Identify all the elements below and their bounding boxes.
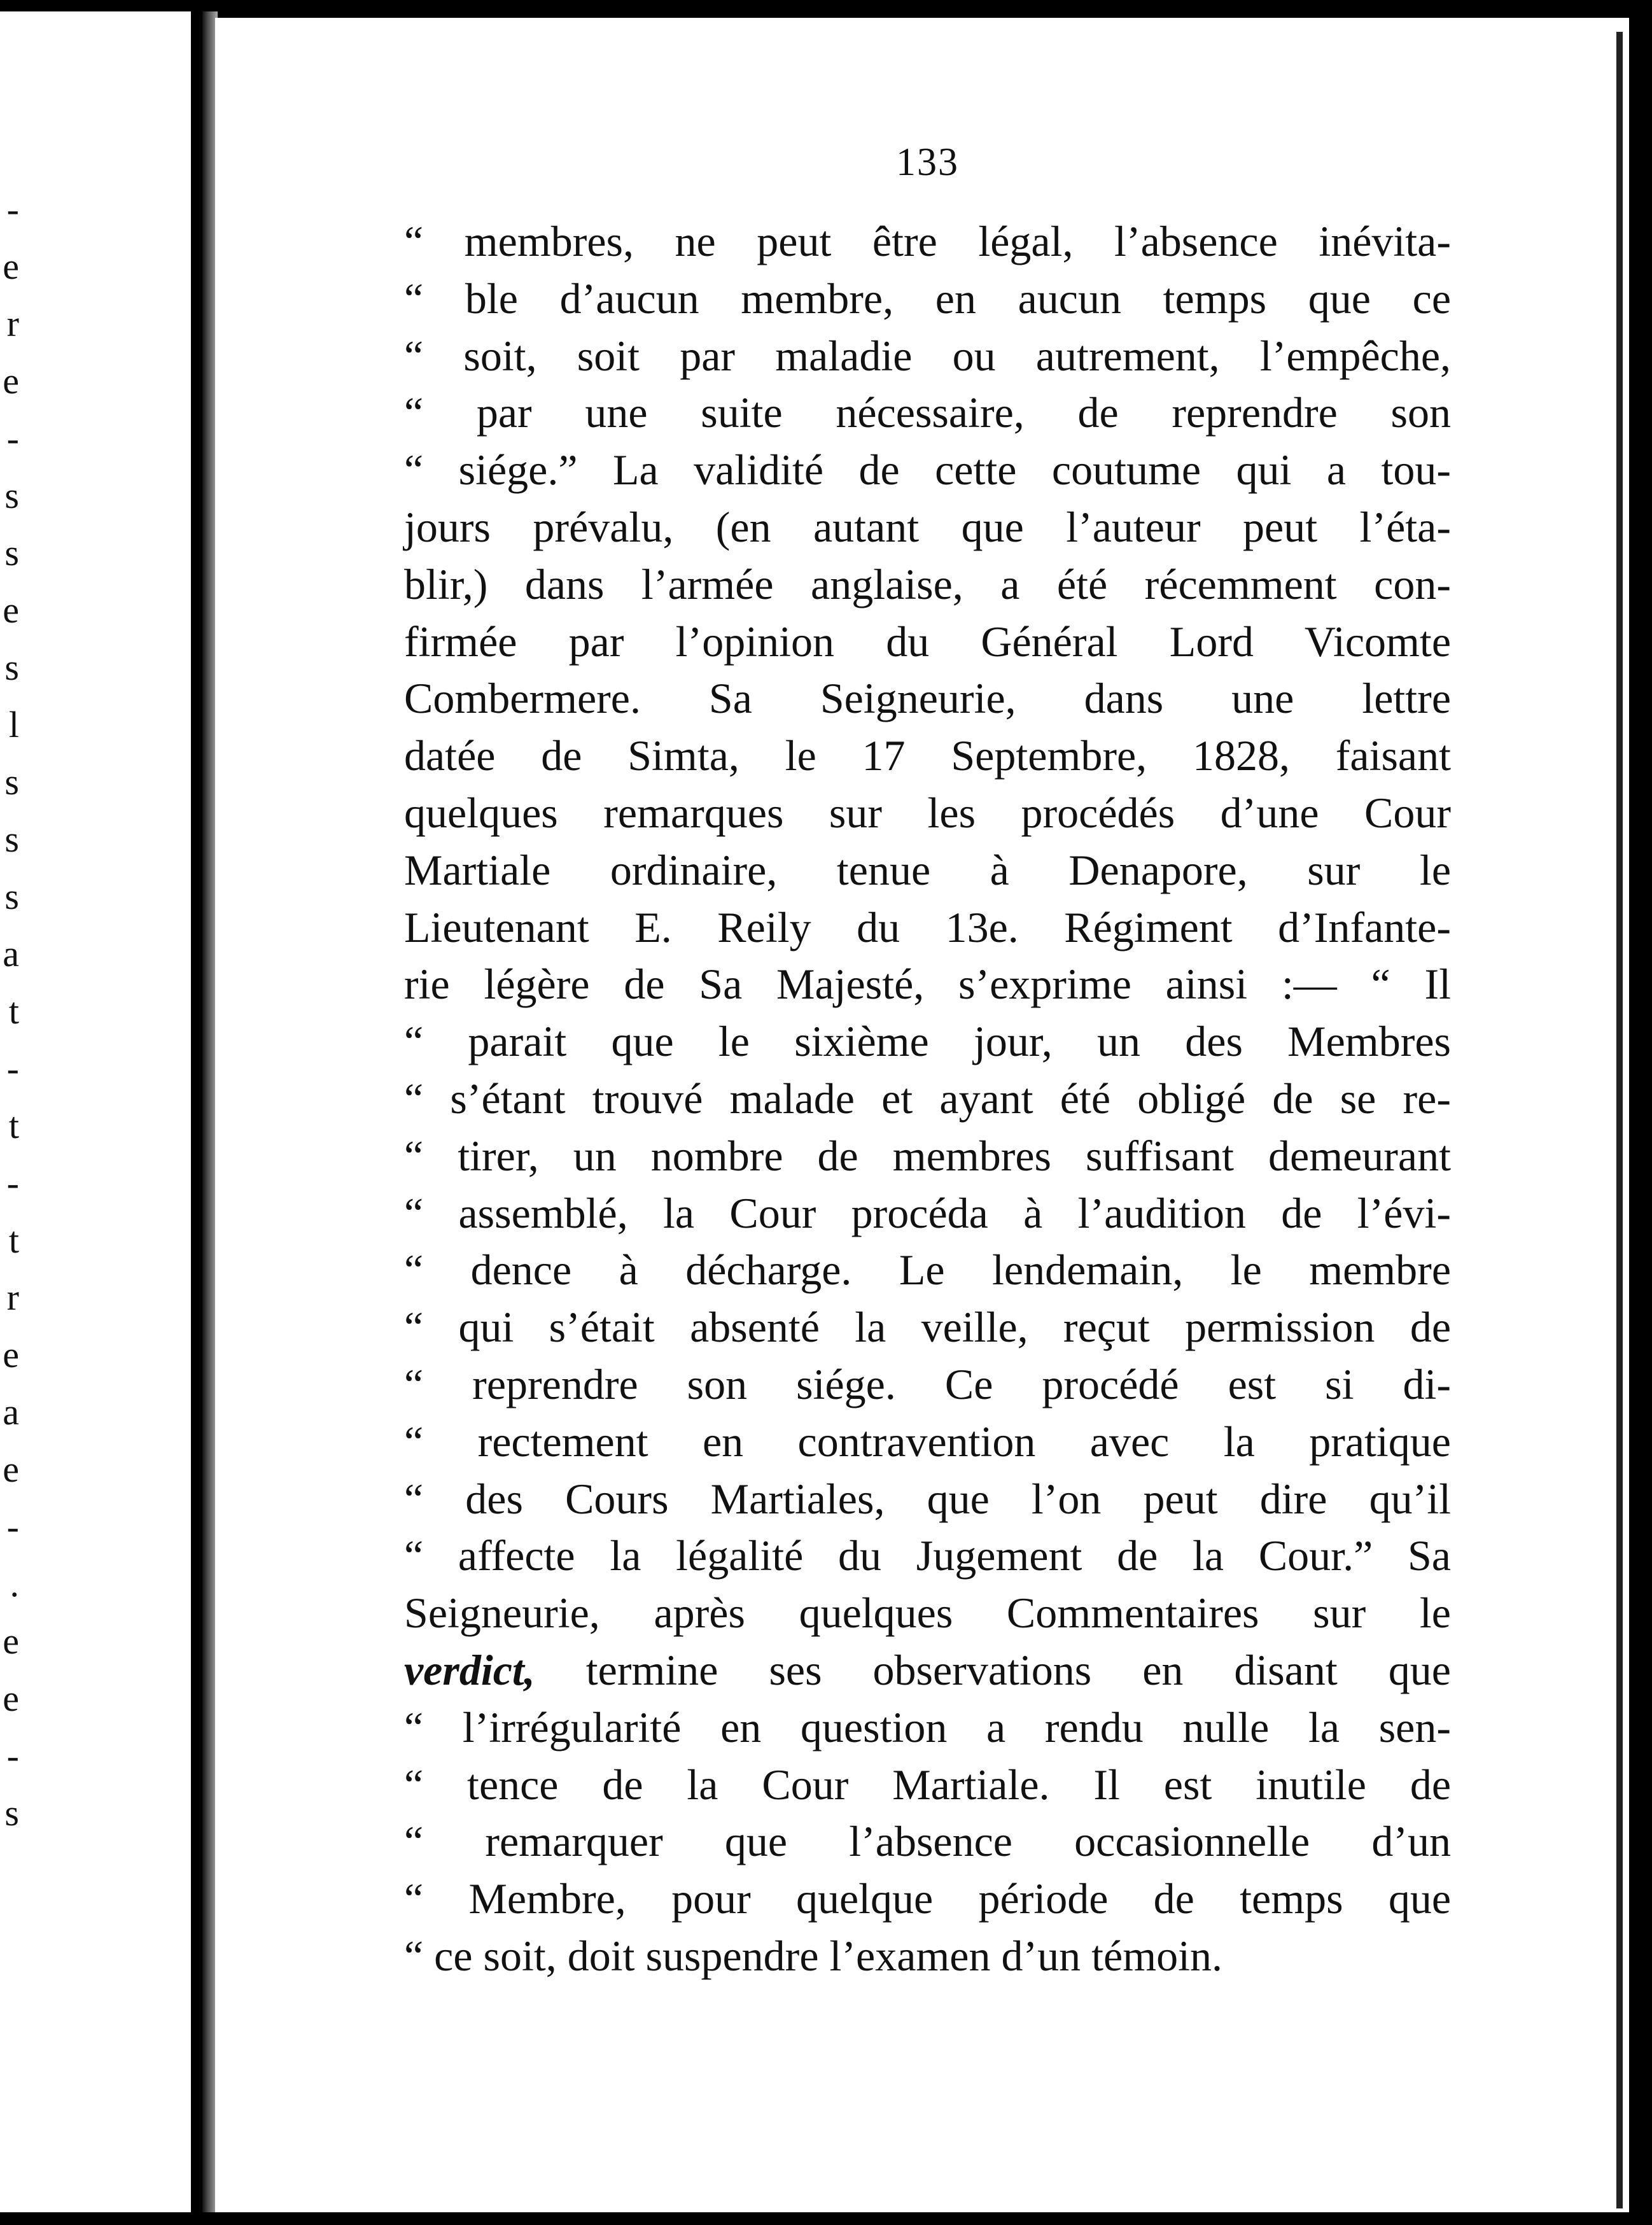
text-line: “ remarquer que l’absence occasionnelle d’un (404, 1817, 1451, 1866)
text-line: “ tirer, un nombre de membres suffisant demeurant (404, 1131, 1451, 1180)
text-line: blir,) dans l’armée anglaise, a été récemment con- (404, 559, 1451, 608)
left-page-fragment: e (3, 1334, 19, 1375)
text-line: datée de Simta, le 17 Septembre, 1828, faisant (404, 731, 1451, 780)
left-page-fragment: e (3, 360, 19, 402)
text-line: “ parait que le sixième jour, un des Membres (404, 1017, 1451, 1066)
left-page-fragment: s (4, 647, 19, 688)
left-page-fragment: - (6, 1506, 19, 1547)
text-line: “ ble d’aucun membre, en aucun temps que ce (404, 274, 1451, 323)
left-page-fragment: e (3, 1449, 19, 1490)
left-page-fragment: e (3, 1678, 19, 1719)
text-line: “ l’irrégularité en question a rendu nulle la sen- (404, 1702, 1451, 1751)
text-line: jours prévalu, (en autant que l’auteur peut l’éta- (404, 503, 1451, 551)
left-page-fragment: r (6, 1277, 19, 1318)
text-line: “ Membre, pour quelque période de temps que (404, 1874, 1451, 1923)
text-line: Seigneurie, après quelques Commentaires sur le (404, 1589, 1451, 1638)
text-line: “ tence de la Cour Martiale. Il est inutile de (404, 1760, 1451, 1809)
text-line: “ qui s’était absenté la veille, reçut permission de (404, 1303, 1451, 1352)
left-page-fragment: - (6, 1162, 19, 1204)
left-page-fragment: s (4, 761, 19, 803)
left-page-fragment: s (4, 1792, 19, 1834)
text-line: “ reprendre son siége. Ce procédé est si di- (404, 1360, 1451, 1408)
left-page-fragment: . (10, 1563, 19, 1604)
text-line: Combermere. Sa Seigneurie, dans une lettre (404, 674, 1451, 723)
left-page-fragment: t (8, 1105, 19, 1146)
text-line: firmée par l’opinion du Général Lord Vicomte (404, 617, 1451, 666)
left-page-fragment: - (6, 188, 19, 230)
text-line: “ rectement en contravention avec la pratique (404, 1417, 1451, 1466)
left-page-edge (0, 11, 191, 2212)
text-line: verdict, termine ses observations en disant que (404, 1646, 1451, 1694)
left-page-fragment: e (3, 1620, 19, 1662)
left-page-fragment: e (3, 589, 19, 631)
left-page-fragment: a (3, 933, 19, 974)
left-page-fragment: a (3, 1391, 19, 1433)
left-page-fragment: t (8, 990, 19, 1032)
text-line: “ siége.” La validité de cette coutume qui a tou- (404, 446, 1451, 495)
text-line: “ assemblé, la Cour procéda à l’audition de l’évi- (404, 1188, 1451, 1237)
text-line: “ membres, ne peut être légal, l’absence inévita- (404, 217, 1451, 265)
text-line: “ s’étant trouvé malade et ayant été obligé de se re- (404, 1074, 1451, 1123)
left-page-fragment: - (6, 418, 19, 459)
text-line: rie légère de Sa Majesté, s’exprime ainsi :— “ Il (404, 960, 1451, 1009)
page-edge (1616, 32, 1623, 2208)
left-page-fragment: e (3, 246, 19, 287)
text-line: “ soit, soit par maladie ou autrement, l’empêche, (404, 331, 1451, 380)
text-line: quelques remarques sur les procédés d’une Cour (404, 789, 1451, 837)
text-line: “ des Cours Martiales, que l’on peut dire qu’il (404, 1474, 1451, 1523)
text-line: “ par une suite nécessaire, de reprendre son (404, 388, 1451, 437)
text-line: “ ce soit, doit suspendre l’examen d’un témoin. (404, 1932, 1222, 1980)
text-line: Martiale ordinaire, tenue à Denapore, sur le (404, 845, 1451, 894)
page-number: 133 (896, 141, 959, 184)
text-line: “ dence à décharge. Le lendemain, le membre (404, 1246, 1451, 1295)
left-page-fragment: s (4, 818, 19, 860)
left-page-fragment: s (4, 475, 19, 516)
left-page-fragment: s (4, 532, 19, 573)
text-line: “ affecte la légalité du Jugement de la Cour.” Sa (404, 1531, 1451, 1580)
left-page-fragment: - (6, 1735, 19, 1776)
left-page-fragment: r (6, 303, 19, 344)
left-page-fragment: s (4, 876, 19, 917)
left-page-fragment: l (8, 704, 19, 745)
left-page-fragment: t (8, 1219, 19, 1261)
text-line: Lieutenant E. Reily du 13e. Régiment d’Infante- (404, 902, 1451, 951)
left-page-fragment: - (6, 1048, 19, 1089)
